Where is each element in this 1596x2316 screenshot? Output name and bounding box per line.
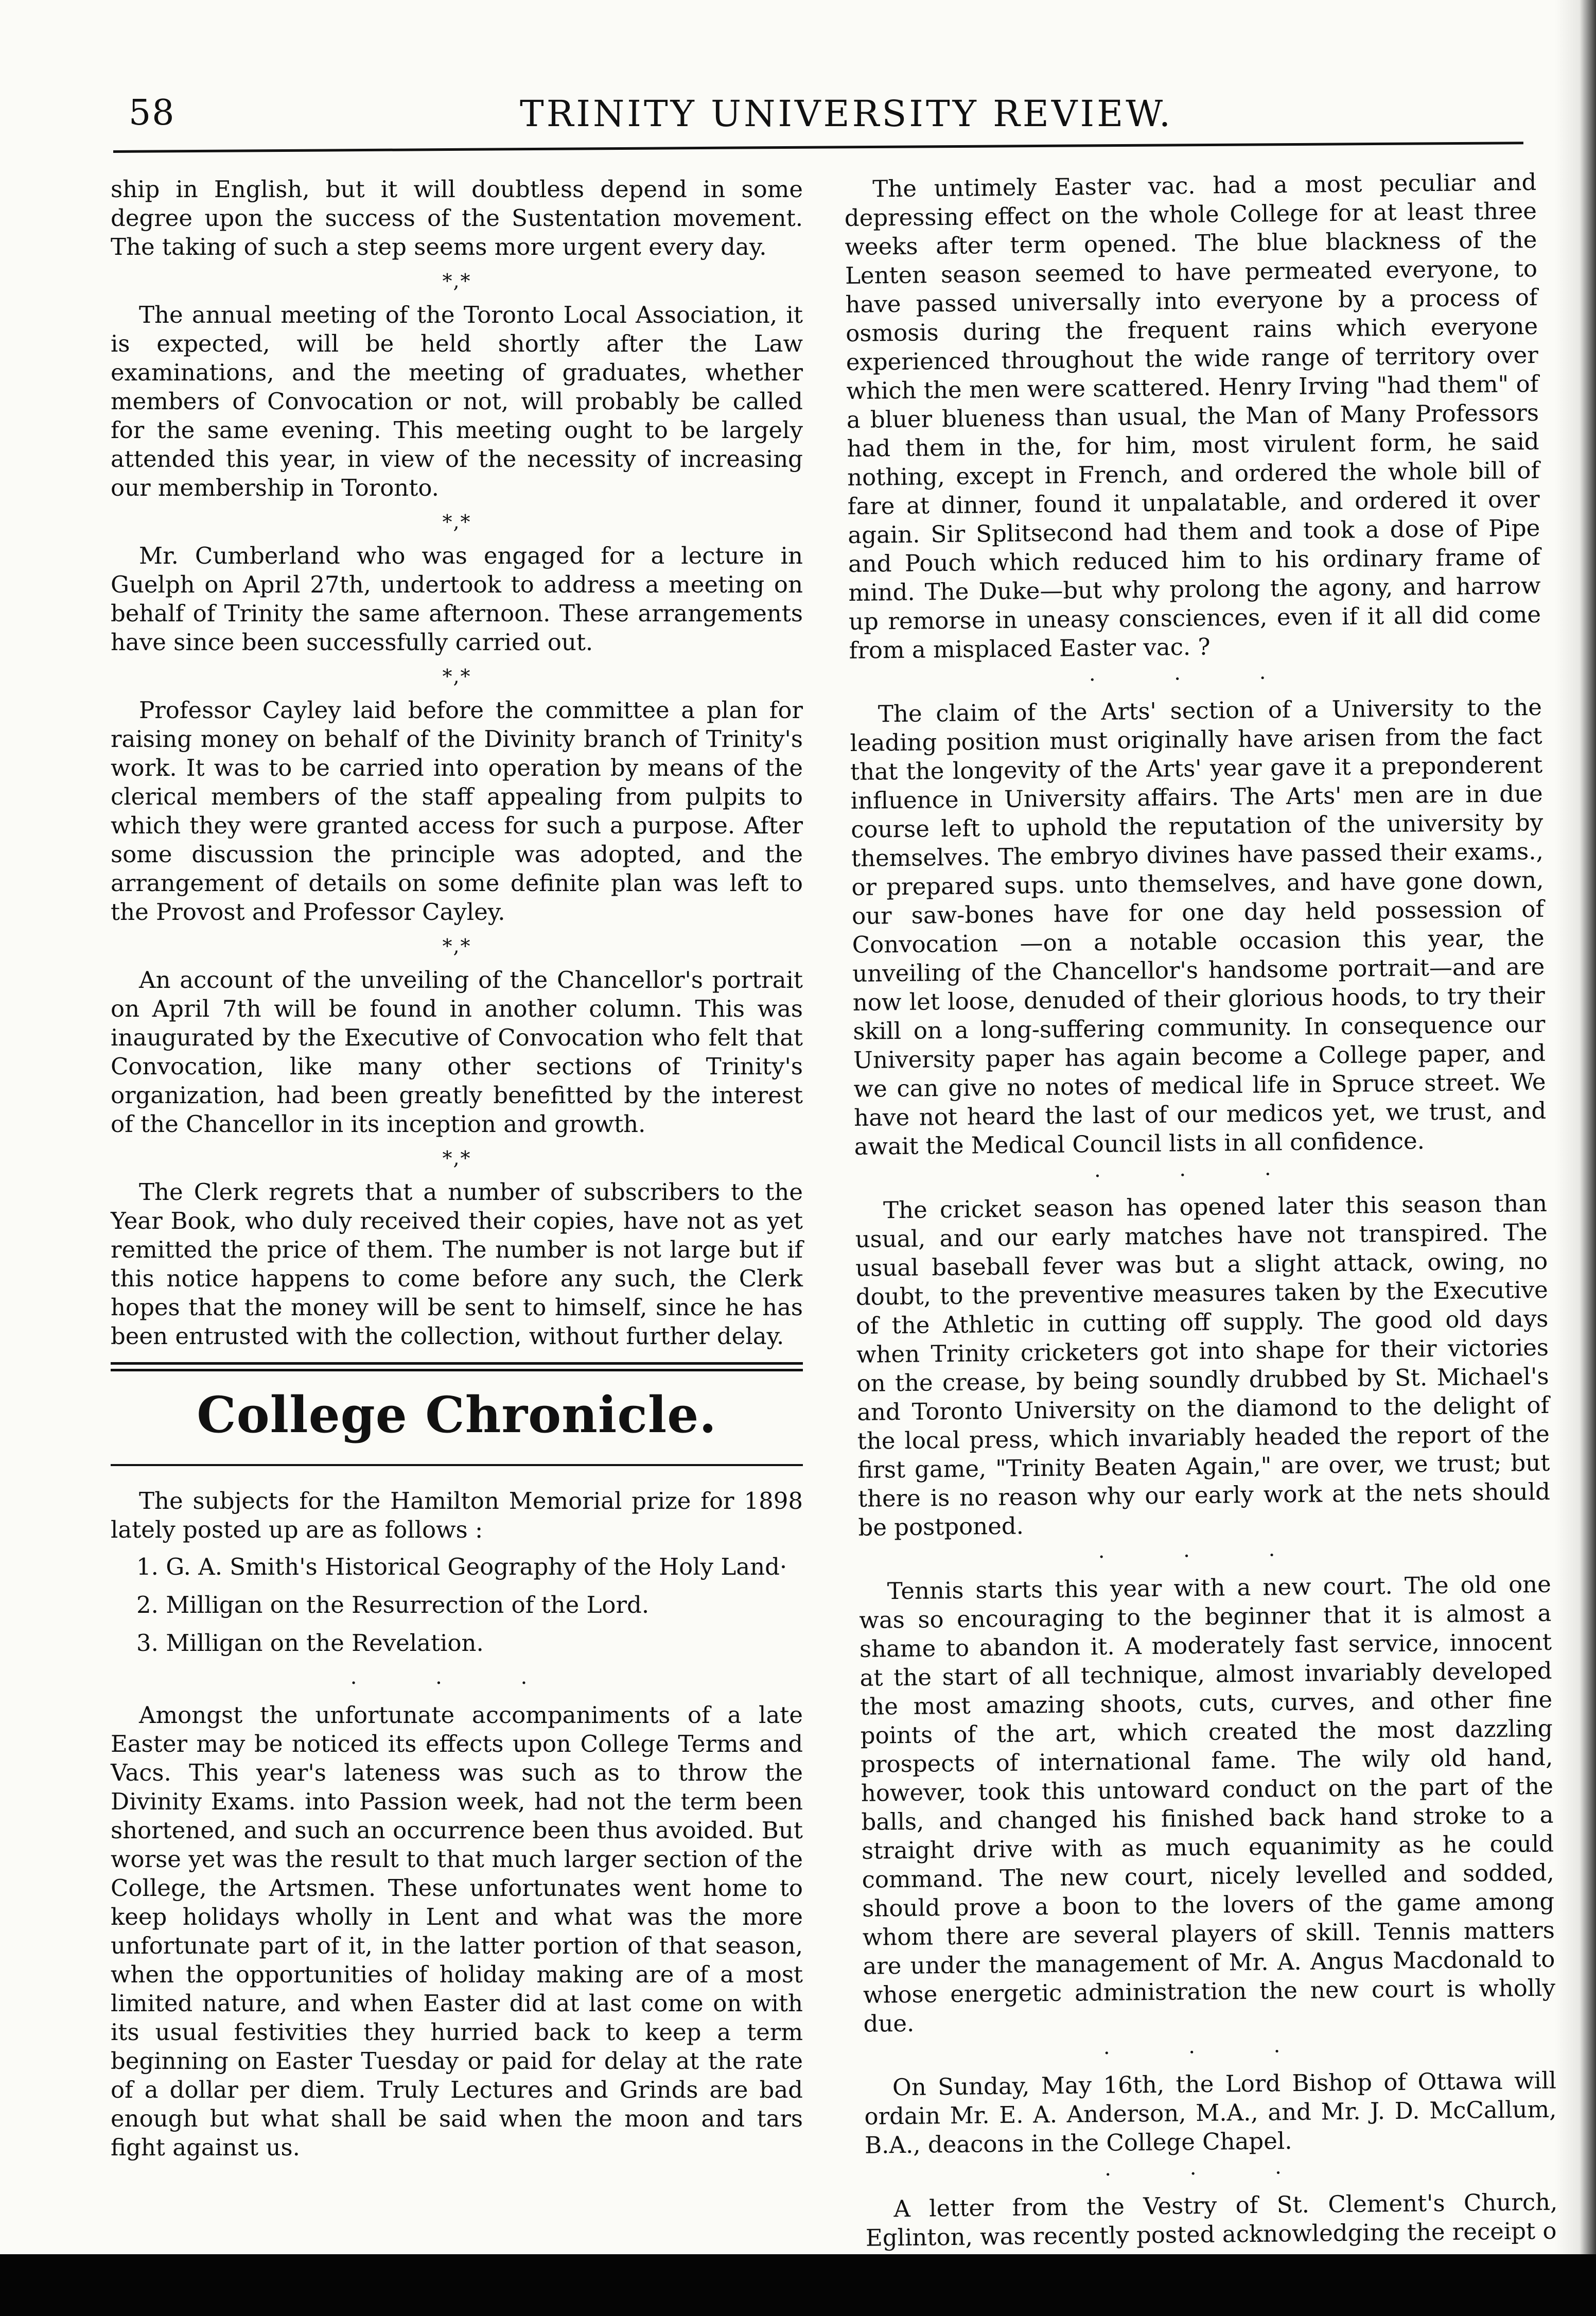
right-paragraph-6: A letter from the Vestry of St. Clement's Church, Eglinton, was recently posted acknowledging the receipt o [865,2188,1558,2252]
scan-bottom-edge [0,2254,1596,2316]
right-paragraph-5: On Sunday, May 16th, the Lord Bishop of Ottawa will ordain Mr. E. A. Anderson, M.A., and Mr. J. D. McCallum, B.A., deacons in the College Chapel. [864,2066,1557,2159]
dot-separator: · · · [1103,2039,1317,2065]
left-paragraph-6: The Clerk regrets that a number of subscribers to the Year Book, who duly received their copies, have not as yet remitted the price of them. The number is not large but if this notice happens to come before any such, the Clerk hopes that the money will be sent to himself, since he has been entrusted with the collection, without further delay. [111,1178,803,1350]
asterism-separator: *,* [442,270,471,292]
left-paragraph-2: The annual meeting of the Toronto Local Association, it is expected, will be held shortly after the Law examinations, and the meeting of graduates, whether members of Convocation or not, will probably be called for the same evening. This meeting ought to be largely attended this year, in view of the necessity of increasing our membership in Toronto. [111,301,803,501]
section-rule [111,1464,803,1466]
right-paragraph-3: The cricket season has opened later this season than usual, and our early matches have not transpired. The usual baseball fever was but a slight attack, owing, no doubt, to the preventive measures taken by the Executive of the Athletic in cutting off supply. The good old days when Trinity cricketers got into shape for their victories on the crease, by being soundly drubbed by St. Michael's and Toronto University on the diamond to the delight of the local press, which invariably headed the report of the first game, "Trinity Beaten Again," are over, we trust; but there is no reason why our early work at the nets should be postponed. [855,1189,1551,1541]
asterism-separator: *,* [442,935,471,957]
page-number: 58 [129,93,176,133]
asterism-separator: *,* [442,665,471,688]
dot-separator: · · · [1104,2161,1318,2187]
dot-separator: · · · [1098,1543,1311,1569]
list-item: 2. Milligan on the Resurrection of the Lord. [136,1591,650,1618]
dot-separator: · · · [1089,666,1302,692]
left-paragraph-5: An account of the unveiling of the Chancellor's portrait on April 7th will be found in another column. This was inaugurated by the Executive of Convocation who felt that Convocation, like many other sections of Trinity's organization, had been greatly benefitted by the interest of the Chancellor in its inception and growth. [111,966,803,1138]
asterism-separator: *,* [442,511,471,533]
page-edge-shadow [1555,0,1596,2255]
left-paragraph-8: Amongst the unfortunate accompaniments of a late Easter may be noticed its effects upon College Terms and Vacs. This year's lateness was such as to throw the Divinity Exams. into Passion week, had not the term been shortened, and such an occurrence been thus avoided. But worse yet was the result to that much larger section of the College, the Artsmen. These unfortunates went home to keep holidays wholly in Lent and what was the more unfortunate part of it, in the latter portion of that season, when the opportunities of holiday making are of a most limited nature, and when Easter did at last come on with its usual festivities they hurried back to keep a term beginning on Easter Tuesday or paid for delay at the rate of a dollar per diem. Truly Lectures and Grinds are bad enough but what shall be said when the moon and tars fight against us. [111,1701,803,2161]
left-paragraph-7: The subjects for the Hamilton Memorial prize for 1898 lately posted up are as follows : [111,1487,803,1543]
right-paragraph-2: The claim of the Arts' section of a University to the leading position must originally have arisen from the fact that the longevity of the Arts' year gave it a preponderent influence in University affairs. The Arts' men are in due course left to uphold the reputation of the university by themselves. The embryo divines have passed their exams., or prepared sups. unto themselves, and have gone down, our saw-bones have for one day held possession of Convocation —on a notable occasion this year, the unveiling of the Chancellor's handsome portrait—and are now let loose, denuded of their glorious hoods, to try their skill on a long-suffering community. In consequence our University paper has again become a College paper, and we can give no notes of medical life in Spruce street. We have not heard the last of our medicos yet, we trust, and await the Medical Council lists in all confidence. [850,693,1547,1160]
left-column [111,175,803,2162]
running-title: TRINITY UNIVERSITY REVIEW. [520,93,1173,135]
right-paragraph-4: Tennis starts this year with a new court. The old one was so encouraging to the beginner that it is almost a shame to abandon it. A moderately fast service, innocent at the start of all technique, almost invariably developed the most amazing shoots, cuts, curves, and other fine points of the art, which created the most dazzling prospects of international fame. The wily old hand, however, took this untoward conduct on the part of the balls, and changed his finished back hand stroke to a straight drive with as much equanimity as he could command. The new court, nicely levelled and sodded, should prove a boon to the lovers of the game among whom there are several players of skill. Tennis matters are under the management of Mr. A. Angus Macdonald to whose energetic administration the new court is wholly due. [859,1570,1556,2038]
prize-subjects-list [111,1553,803,1658]
list-item: 3. Milligan on the Revelation. [136,1629,484,1657]
dot-separator: · · · [350,1671,564,1695]
right-column [844,168,1558,2253]
list-item: 1. G. A. Smith's Historical Geography of the Holy Land· [136,1553,787,1580]
section-title: College Chronicle. [197,1386,717,1444]
left-paragraph-4: Professor Cayley laid before the committee a plan for raising money on behalf of the Divinity branch of Trinity's work. It was to be carried into operation by means of the clerical members of the staff appealing from pulpits to which they were granted access for such a purpose. After some discussion the principle was adopted, and the arrangement of details on some definite plan was left to the Provost and Professor Cayley. [111,696,803,926]
left-paragraph-3: Mr. Cumberland who was engaged for a lecture in Guelph on April 27th, undertook to address a meeting on behalf of Trinity the same afternoon. These arrangements have since been successfully carried out. [111,542,803,656]
left-paragraph-1: ship in English, but it will doubtless depend in some degree upon the success of the Sustentation movement. The taking of such a step seems more urgent every day. [111,176,803,260]
page-header [113,82,1544,144]
right-paragraph-1: The untimely Easter vac. had a most peculiar and depressing effect on the whole College for at least three weeks after term opened. The blue blackness of the Lenten season seemed to have permeated everyone, to have passed universally into everyone by a process of osmosis during the frequent rains which everyone experienced throughout the wide range of territory over which the men were scattered. Henry Irving "had them" of a bluer blueness than usual, the Man of Many Professors had them in the, for him, most virulent form, he said nothing, except in French, and ordered the whole bill of fare at dinner, found it unpalatable, and ordered it over again. Sir Splitsecond had them and took a dose of Pipe and Pouch which reduced him to his ordinary frame of mind. The Duke—but why prolong the agony, and harrow up remorse in uneasy consciences, even if it all did come from a misplaced Easter vac. ? [844,168,1541,664]
section-double-rule [111,1362,803,1371]
asterism-separator: *,* [442,1147,471,1170]
dot-separator: · · · [1094,1162,1307,1189]
